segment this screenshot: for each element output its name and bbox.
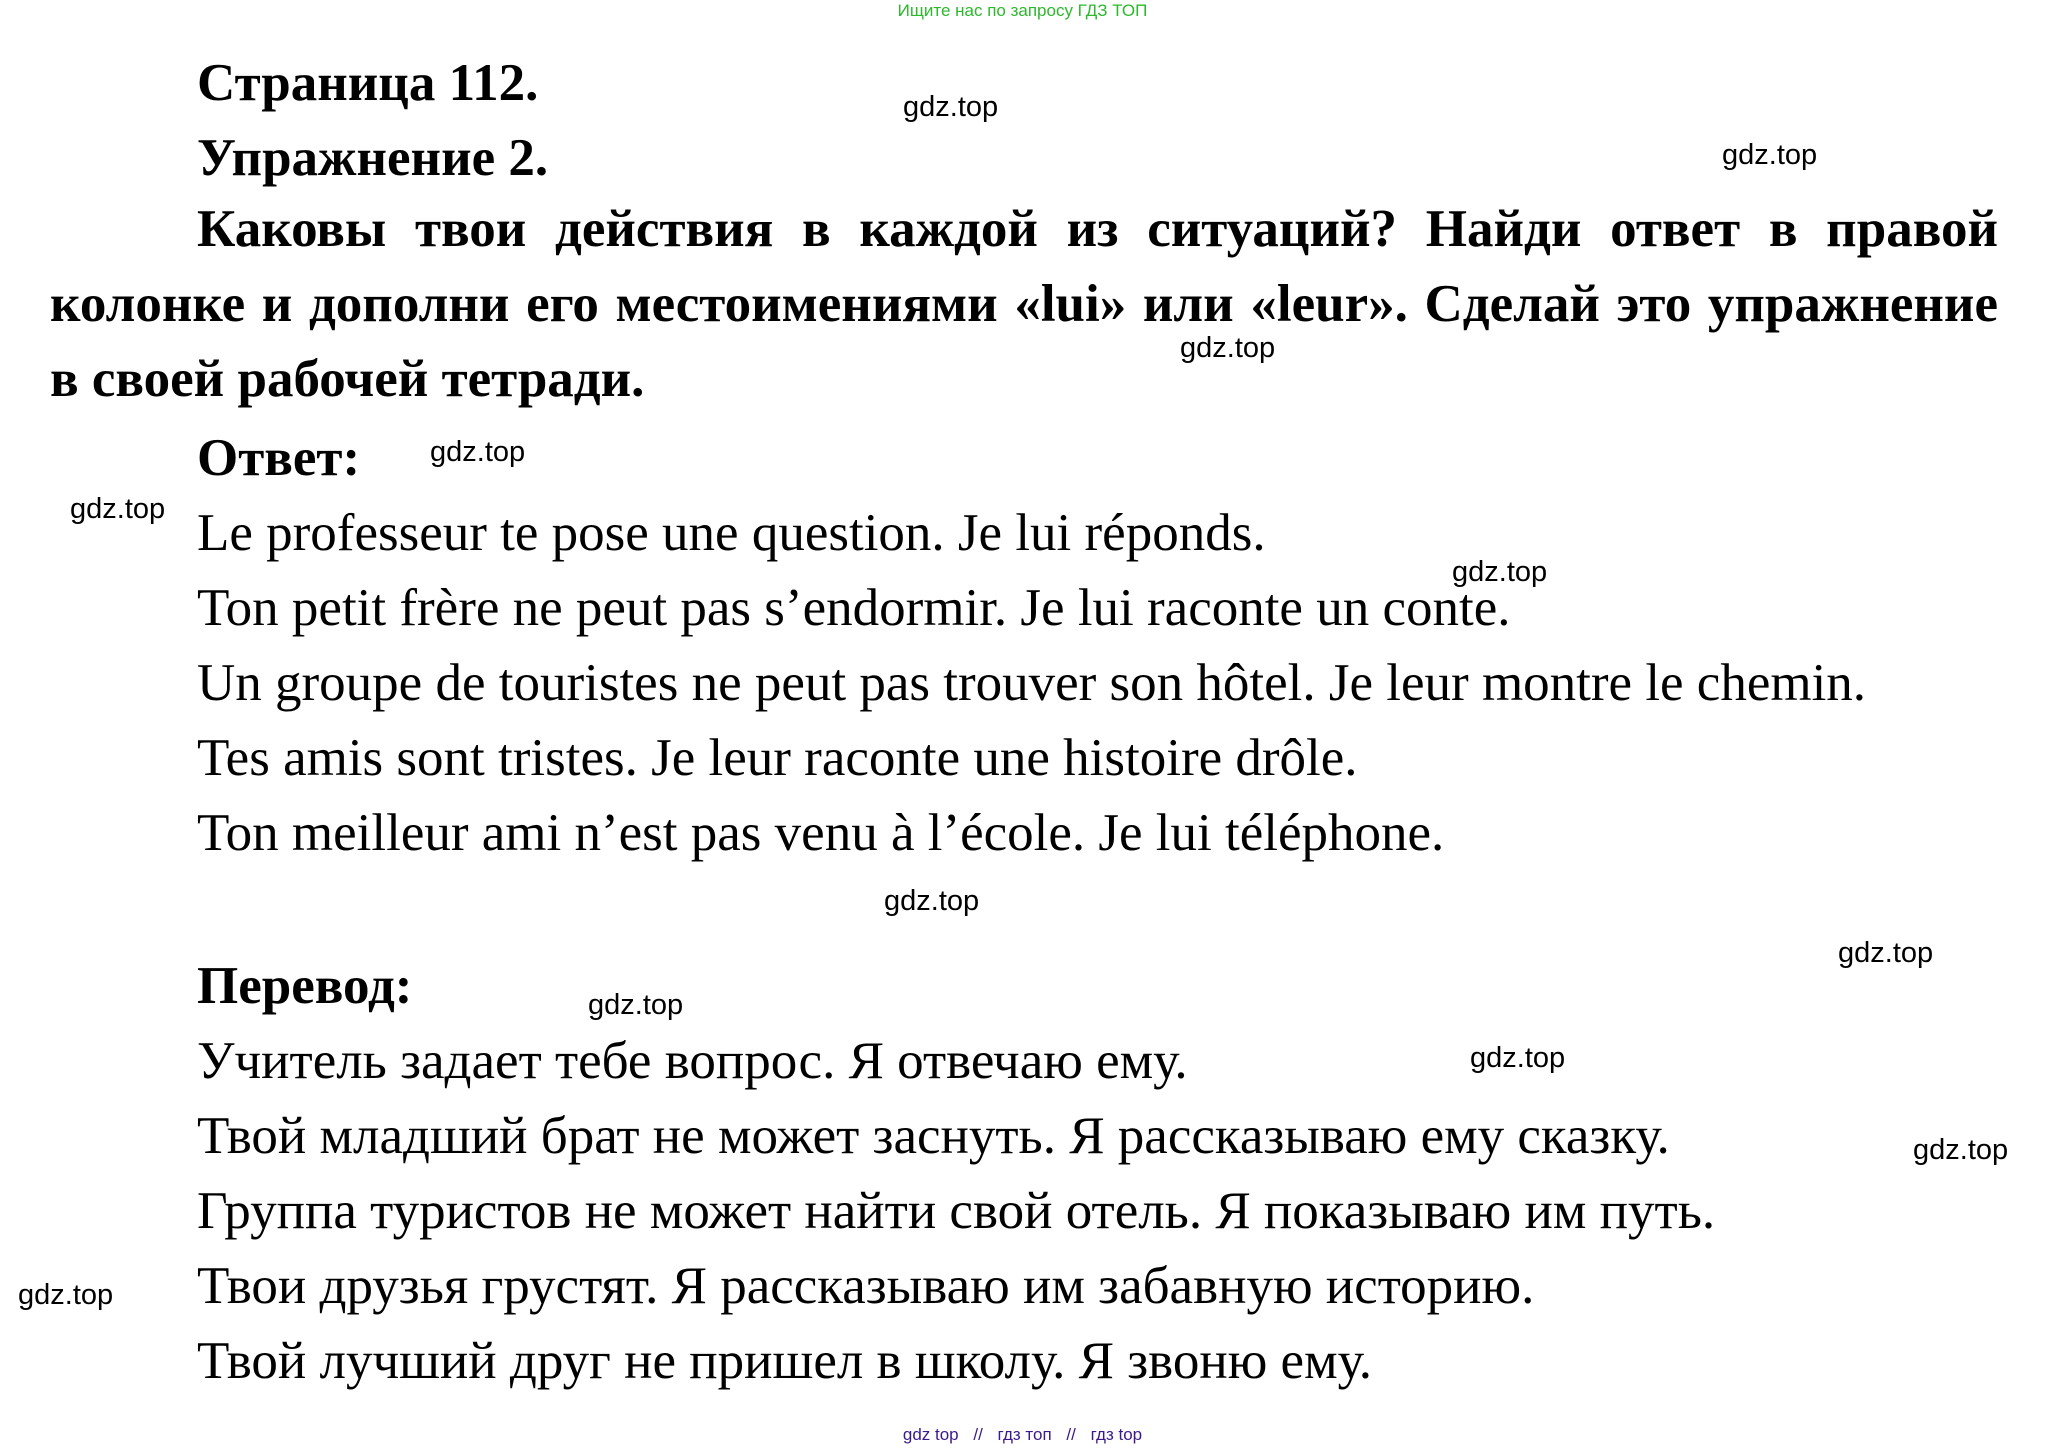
footer-links (0, 1424, 2045, 1446)
footer-link-gdz-top[interactable]: gdz top (902, 1425, 959, 1444)
answer-line: Tes amis sont tristes. Je leur raconte une histoire drôle. (197, 729, 1358, 787)
footer-separator: // (1066, 1425, 1076, 1444)
translation-line: Твой младший брат не может заснуть. Я рассказываю ему сказку. (197, 1107, 1670, 1165)
footer-link-gdz-top-mixed[interactable]: гдз top (1090, 1425, 1143, 1444)
watermark: gdz.top (70, 493, 166, 525)
answer-line: Ton meilleur ami n’est pas venu à l’école. Je lui téléphone. (197, 804, 1445, 862)
top-banner: Ищите нас по запросу ГДЗ ТОП (897, 1, 1148, 20)
answer-line: Un groupe de touristes ne peut pas trouver son hôtel. Je leur montre le chemin. (197, 654, 1867, 712)
watermark: gdz.top (1838, 937, 1934, 969)
watermark: gdz.top (1180, 332, 1276, 364)
answer-heading: Ответ: (197, 429, 361, 487)
watermark: gdz.top (1452, 556, 1548, 588)
watermark: gdz.top (430, 436, 526, 468)
footer-link-gdz-top-ru[interactable]: гдз топ (997, 1425, 1052, 1444)
exercise-heading: Упражнение 2. (197, 129, 549, 187)
translation-line: Твой лучший друг не пришел в школу. Я звоню ему. (197, 1332, 1373, 1390)
answer-line: Le professeur te pose une question. Je lui réponds. (197, 504, 1266, 562)
translation-line: Учитель задает тебе вопрос. Я отвечаю ему. (197, 1032, 1188, 1090)
translation-line: Твои друзья грустят. Я рассказываю им забавную историю. (197, 1257, 1535, 1315)
footer-separator: // (973, 1425, 983, 1444)
page-heading: Страница 112. (197, 54, 539, 112)
watermark: gdz.top (1470, 1042, 1566, 1074)
watermark: gdz.top (588, 989, 684, 1021)
answer-line: Ton petit frère ne peut pas s’endormir. Je lui raconte un conte. (197, 579, 1511, 637)
watermark: gdz.top (1722, 139, 1818, 171)
translation-line: Группа туристов не может найти свой отель. Я показываю им путь. (197, 1182, 1716, 1240)
watermark: gdz.top (1913, 1134, 2009, 1166)
watermark: gdz.top (884, 885, 980, 917)
translation-heading: Перевод: (197, 957, 413, 1015)
task-text: Каковы твои действия в каждой из ситуаций? Найди ответ в правой колонке и дополни его местоимениями «lui» или «leur». Сделай это упражнение в своей рабочей тетради. (50, 200, 1998, 408)
watermark: gdz.top (903, 91, 999, 123)
watermark: gdz.top (18, 1279, 114, 1311)
